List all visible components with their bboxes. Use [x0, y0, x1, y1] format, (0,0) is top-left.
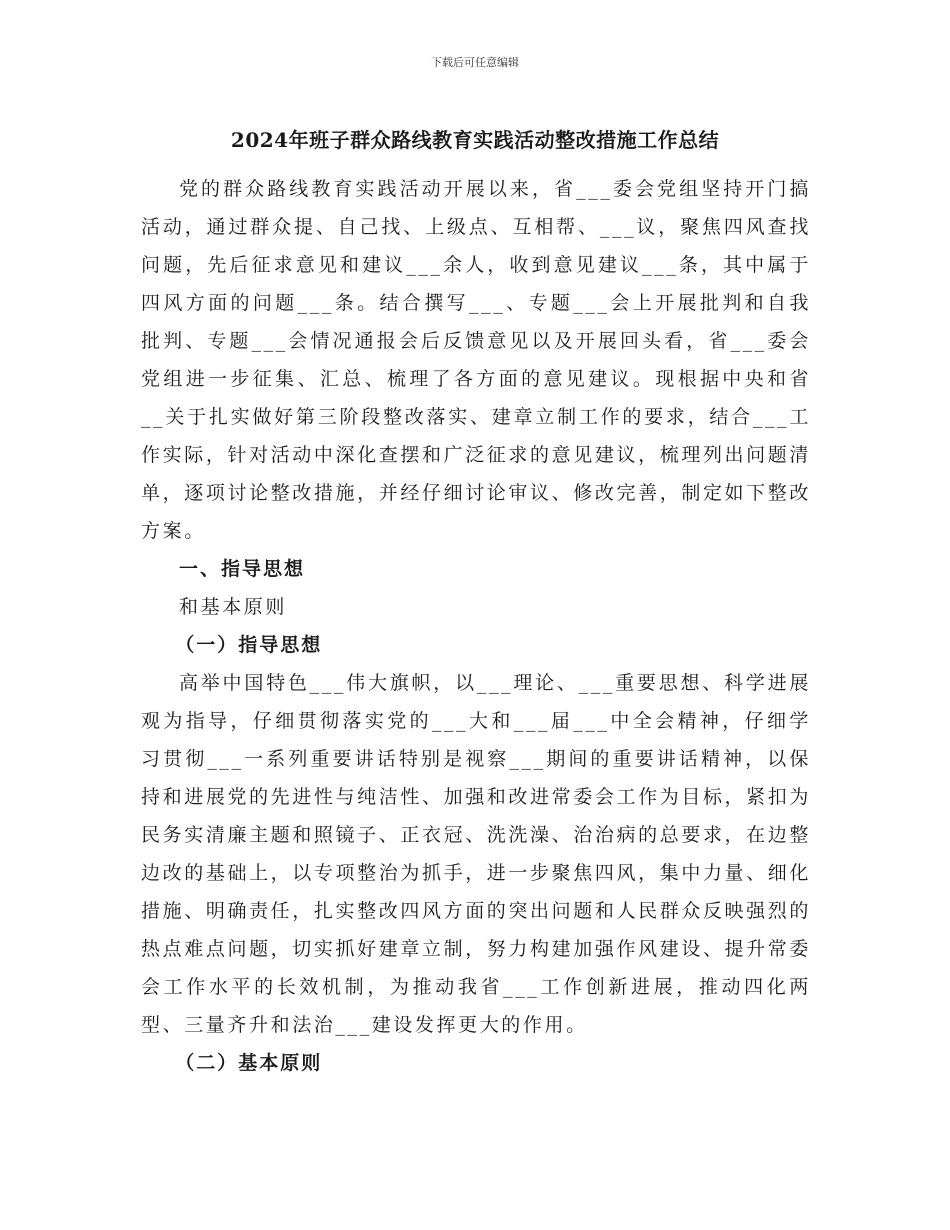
subsection-1-paragraph: 高举中国特色___伟大旗帜，以___理论、___重要思想、科学进展观为指导，仔细贯彻落实党的___大和___届___中全会精神，仔细学习贯彻___一系列重要讲话特别是视察___期间的重要讲话精神，以保持和进展党的先进性与纯洁性、加强和改进常委会工作为目标，紧扣为民务实清廉主题和照镜子、正衣冠、洗洗澡、治治病的总要求，在边整边改的基础上，以专项整治为抓手，进一步聚焦四风，集中力量、细化措施、明确责任，扎实整改四风方面的突出问题和人民群众反映强烈的热点难点问题，切实抓好建章立制，努力构建加强作风建设、提升常委会工作水平的长效机制，为推动我省___工作创新进展，推动四化两型、三量齐升和法治___建设发挥更大的作用。	[141, 672, 811, 1036]
section-heading-1: 一、指导思想	[179, 558, 306, 580]
subsection-heading-2: （二）基本原则	[175, 1052, 323, 1074]
subsection-heading-1: （一）指导思想	[175, 634, 323, 656]
document-title: 2024年班子群众路线教育实践活动整改措施工作总结	[230, 128, 720, 152]
section-subline: 和基本原则	[179, 596, 288, 618]
intro-paragraph: 党的群众路线教育实践活动开展以来，省___委会党组坚持开门搞活动，通过群众提、自己找、上级点、互相帮、___议，聚焦四风查找问题，先后征求意见和建议___余人，收到意见建议___条，其中属于四风方面的问题___条。结合撰写___、专题___会上开展批判和自我批判、专题___会情况通报会后反馈意见以及开展回头看，省___委会党组进一步征集、汇总、梳理了各方面的意见建议。现根据中央和省__关于扎实做好第三阶段整改落实、建章立制工作的要求，结合___工作实际，针对活动中深化查摆和广泛征求的意见建议，梳理列出问题清单，逐项讨论整改措施，并经仔细讨论审议、修改完善，制定如下整改方案。	[141, 178, 811, 542]
header-note: 下载后可任意编辑	[431, 56, 519, 69]
document-body	[141, 170, 811, 1082]
